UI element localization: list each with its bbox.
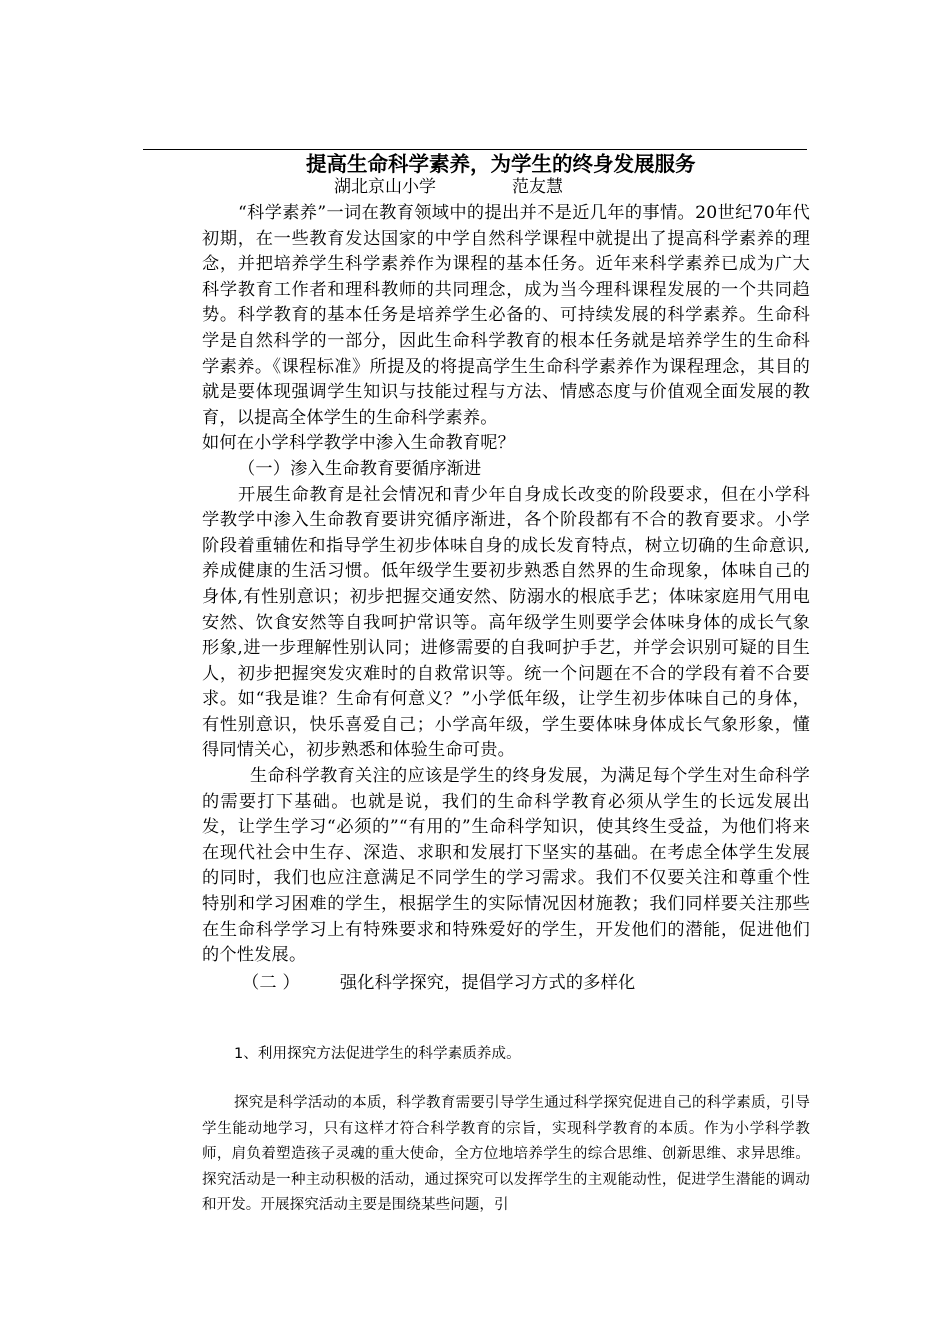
section-heading-2-number: （二 ） <box>242 972 300 993</box>
paragraph-inquiry-block <box>202 1091 810 1219</box>
header-rule <box>143 149 807 150</box>
author-name: 范友慧 <box>512 177 563 197</box>
paragraph-inquiry: 探究是科学活动的本质，科学教育需要引导学生通过科学探究促进自己的科学素质，引导学生能动地学习，只有这样才符合科学教育的宗旨，实现科学教育的本质。作为小学科学教师，肩负着塑造孩子灵魂的重大使命，全方位地培养学生的综合思维、创新思维、求异思维。探究活动是一种主动积极的活动，通过探究可以发挥学生的主观能动性，促进学生潜能的调动和开发。开展探究活动主要是围绕某些问题，引 <box>202 1095 810 1213</box>
document-body <box>202 201 810 996</box>
section-heading-2 <box>202 971 810 997</box>
subheading-1-text: 1、利用探究方法促进学生的科学素质养成。 <box>234 1046 521 1062</box>
school-name: 湖北京山小学 <box>334 177 436 197</box>
section-heading-1: （一）渗入生命教育要循序渐进 <box>238 458 482 479</box>
byline <box>334 176 563 198</box>
document-title: 提高生命科学素养，为学生的终身发展服务 <box>306 152 696 176</box>
section-heading-2-text: 强化科学探究，提倡学习方式的多样化 <box>339 972 636 993</box>
paragraph-progression: 开展生命教育是社会情况和青少年自身成长改变的阶段要求，但在小学科学教学中渗入生命教育要讲究循序渐进，各个阶段都有不合的教育要求。小学阶段着重辅佐和指导学生初步体味自身的成长发育特点，树立切确的生命意识,养成健康的生活习惯。低年级学生要初步熟悉自然界的生命现象，体味自己的身体,有性别意识；初步把握交通安然、防溺水的根底手艺；体味家庭用气用电安然、饮食安然等自我呵护常识等。高年级学生则要学会体味身体的成长气象形象,进一步理解性别认同；进修需要的自我呵护手艺，并学会识别可疑的目生人，初步把握突发灾难时的自救常识等。统一个问题在不合的学段有着不合要求。如“我是谁？生命有何意义？”小学低年级，让学生初步体味自己的身体，有性别意识，快乐喜爱自己；小学高年级，学生要体味身体成长气象形象，懂得同情关心，初步熟悉和体验生命可贵。 <box>202 484 810 761</box>
paragraph-lifelong: 生命科学教育关注的应该是学生的终身发展，为满足每个学生对生命科学的需要打下基础。也就是说，我们的生命科学教育必须从学生的长远发展出发，让学生学习“必须的”“有用的”生命科学知识，使其终生受益，为他们将来在现代社会中生存、深造、求职和发展打下坚实的基础。在考虑全体学生发展的同时，我们也应注意满足不同学生的学习需求。我们不仅要关注和尊重个性特别和学习困难的学生，根据学生的实际情况因材施教；我们同样要关注那些在生命科学学习上有特殊要求和特殊爱好的学生，开发他们的潜能，促进他们的个性发展。 <box>202 766 810 966</box>
paragraph-intro: “科学素养”一词在教育领域中的提出并不是近几年的事情。20世纪70年代初期，在一些教育发达国家的中学自然科学课程中就提出了提高科学素养的理念，并把培养学生科学素养作为课程的基本任务。近年来科学素养已成为广大科学教育工作者和理科教师的共同理念，成为当今理科课程发展的一个共同趋势。科学教育的基本任务是培养学生必备的、可持续发展的科学素养。生命科学是自然科学的一部分，因此生命科学教育的根本任务就是培养学生的生命科学素养。《课程标准》所提及的将提高学生生命科学素养作为课程理念，其目的就是要体现强调学生知识与技能过程与方法、情感态度与价值观全面发展的教育，以提高全体学生的生命科学素养。 <box>202 203 810 428</box>
question-line: 如何在小学科学教学中渗入生命教育呢？ <box>202 433 515 454</box>
subheading-1 <box>202 1042 842 1068</box>
